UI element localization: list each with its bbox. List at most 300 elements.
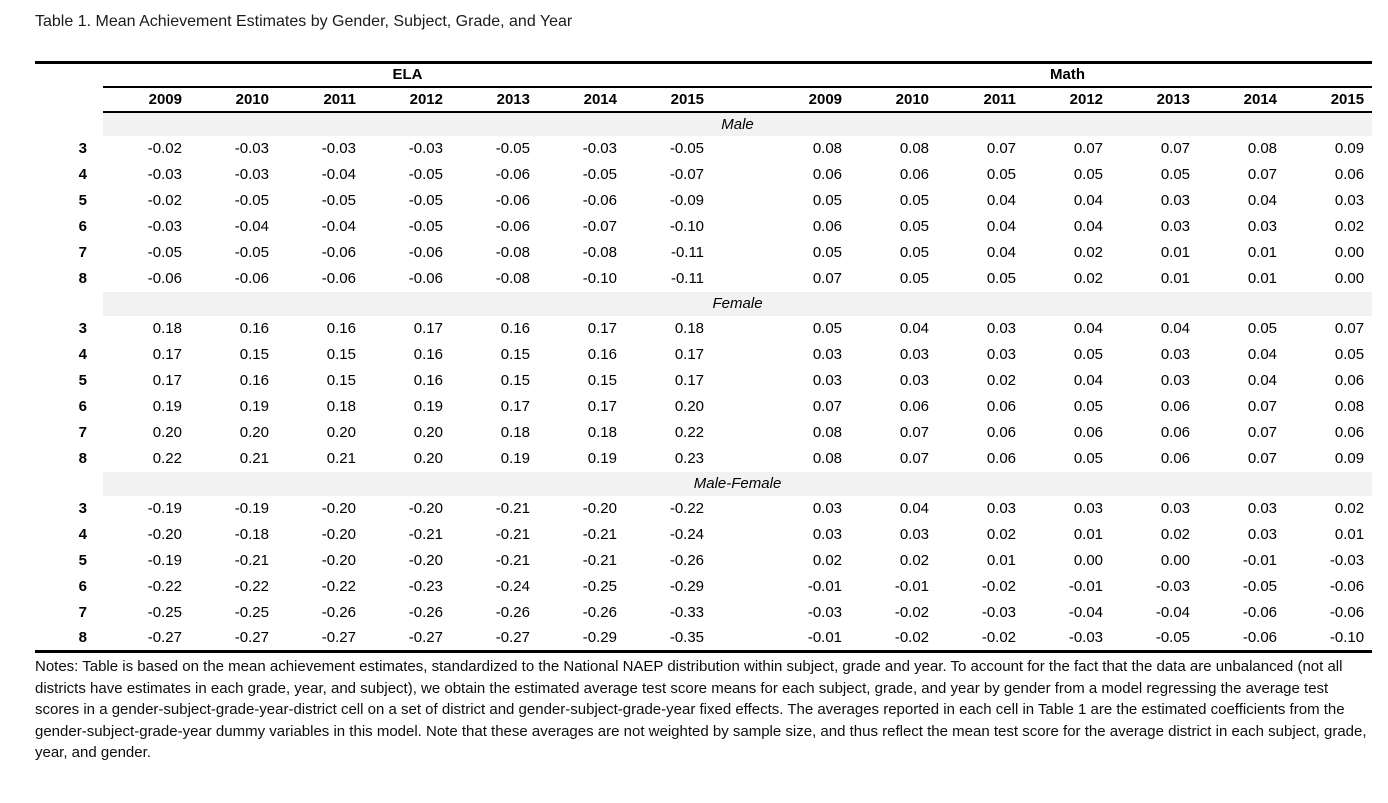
table-title: Table 1. Mean Achievement Estimates by Gender, Subject, Grade, and Year xyxy=(35,13,573,30)
math-value-cell: 0.05 xyxy=(1247,320,1278,337)
column-group-ela: ELA xyxy=(103,63,712,87)
ela-value-cell: -0.18 xyxy=(234,526,269,543)
year-header-math: 2009 xyxy=(712,87,850,112)
ela-value-cell: 0.16 xyxy=(587,346,617,363)
math-value-cell: 0.03 xyxy=(812,372,843,389)
math-value-cell: -0.06 xyxy=(1242,604,1278,621)
grade-row-male-4 xyxy=(35,162,1372,188)
grade-label: 6 xyxy=(78,398,87,415)
ela-value-cell: 0.20 xyxy=(674,398,705,415)
grade-label: 4 xyxy=(78,526,87,543)
grade-label: 5 xyxy=(78,552,87,569)
math-value-cell: 0.07 xyxy=(1334,320,1365,337)
grade-row-female-6 xyxy=(35,394,1372,420)
ela-value-cell: -0.05 xyxy=(321,192,356,209)
ela-value-cell: -0.05 xyxy=(234,192,269,209)
math-value-cell: 0.06 xyxy=(1160,424,1191,441)
ela-value-cell: -0.21 xyxy=(582,526,617,543)
math-value-cell: 0.08 xyxy=(812,140,843,157)
math-value-cell: -0.02 xyxy=(981,629,1017,647)
ela-value-cell: -0.19 xyxy=(234,500,269,517)
ela-value-cell: -0.03 xyxy=(582,140,617,157)
year-header-math: 2010 xyxy=(850,87,937,112)
math-value-cell: 0.07 xyxy=(1247,166,1278,183)
ela-value-cell: -0.04 xyxy=(321,218,356,235)
math-value-cell: 0.05 xyxy=(899,192,930,209)
ela-value-cell: 0.16 xyxy=(239,372,269,389)
ela-value-cell: -0.06 xyxy=(495,192,530,209)
ela-value-cell: -0.06 xyxy=(582,192,617,209)
ela-value-cell: 0.15 xyxy=(326,346,356,363)
math-value-cell: 0.03 xyxy=(899,372,930,389)
ela-value-cell: 0.18 xyxy=(500,424,530,441)
ela-value-cell: -0.21 xyxy=(582,552,617,569)
ela-value-cell: 0.17 xyxy=(587,398,617,415)
ela-value-cell: -0.27 xyxy=(408,629,443,647)
band-spacer xyxy=(35,112,103,136)
ela-value-cell: 0.18 xyxy=(152,320,182,337)
math-value-cell: 0.07 xyxy=(812,398,843,415)
ela-value-cell: -0.09 xyxy=(669,192,705,209)
math-value-cell: 0.00 xyxy=(1073,552,1104,569)
year-header-ela: 2013 xyxy=(451,87,538,112)
math-value-cell: 0.05 xyxy=(899,244,930,261)
ela-value-cell: 0.17 xyxy=(500,398,530,415)
ela-value-cell: -0.19 xyxy=(147,552,182,569)
math-value-cell: 0.04 xyxy=(986,192,1017,209)
math-value-cell: 0.03 xyxy=(1160,500,1191,517)
ela-value-cell: -0.29 xyxy=(669,578,705,595)
math-value-cell: -0.03 xyxy=(1329,552,1365,569)
ela-value-cell: 0.16 xyxy=(239,320,269,337)
ela-value-cell: -0.21 xyxy=(495,500,530,517)
ela-value-cell: -0.06 xyxy=(321,270,356,287)
section-label-male: Male xyxy=(103,112,1372,136)
grade-row-male-female-4 xyxy=(35,522,1372,548)
grade-row-male-8 xyxy=(35,266,1372,292)
grade-label: 4 xyxy=(78,166,87,183)
math-value-cell: 0.08 xyxy=(812,450,843,467)
math-value-cell: 0.03 xyxy=(899,346,930,363)
math-value-cell: 0.05 xyxy=(1334,346,1365,363)
ela-value-cell: 0.20 xyxy=(152,424,182,441)
ela-value-cell: -0.03 xyxy=(408,140,443,157)
ela-value-cell: -0.20 xyxy=(582,500,617,517)
math-value-cell: -0.01 xyxy=(1242,552,1278,569)
math-value-cell: 0.00 xyxy=(1334,270,1365,287)
ela-value-cell: 0.20 xyxy=(413,450,443,467)
math-value-cell: 0.03 xyxy=(1247,526,1278,543)
ela-value-cell: 0.15 xyxy=(239,346,269,363)
math-value-cell: -0.06 xyxy=(1329,578,1365,595)
ela-value-cell: -0.20 xyxy=(408,552,443,569)
grade-label: 6 xyxy=(78,578,87,595)
math-value-cell: 0.03 xyxy=(986,346,1017,363)
corner-cell xyxy=(35,63,103,87)
math-value-cell: -0.02 xyxy=(894,604,930,621)
math-value-cell: 0.06 xyxy=(1073,424,1104,441)
grade-label: 3 xyxy=(78,320,87,337)
ela-value-cell: -0.21 xyxy=(234,552,269,569)
math-value-cell: 0.05 xyxy=(812,244,843,261)
year-header-ela: 2010 xyxy=(190,87,277,112)
math-value-cell: 0.04 xyxy=(899,320,930,337)
ela-value-cell: 0.17 xyxy=(674,346,705,363)
ela-value-cell: -0.02 xyxy=(147,140,182,157)
math-value-cell: 0.01 xyxy=(1247,244,1278,261)
year-header-math: 2013 xyxy=(1111,87,1198,112)
section-band-female xyxy=(35,292,1372,316)
ela-value-cell: 0.15 xyxy=(500,346,530,363)
ela-value-cell: -0.05 xyxy=(669,140,705,157)
ela-value-cell: 0.16 xyxy=(413,372,443,389)
ela-value-cell: -0.21 xyxy=(408,526,443,543)
ela-value-cell: 0.21 xyxy=(326,450,356,467)
grade-label: 7 xyxy=(78,604,87,621)
grade-label: 8 xyxy=(78,450,87,467)
math-value-cell: 0.06 xyxy=(1160,450,1191,467)
math-value-cell: -0.04 xyxy=(1155,604,1191,621)
math-value-cell: 0.06 xyxy=(812,218,843,235)
year-header-row xyxy=(35,87,1372,112)
math-value-cell: -0.03 xyxy=(981,604,1017,621)
ela-value-cell: 0.21 xyxy=(239,450,269,467)
ela-value-cell: -0.25 xyxy=(582,578,617,595)
math-value-cell: 0.02 xyxy=(1334,218,1365,235)
math-value-cell: -0.03 xyxy=(1068,629,1104,647)
math-value-cell: -0.03 xyxy=(807,604,843,621)
ela-value-cell: -0.27 xyxy=(234,629,269,647)
math-value-cell: 0.03 xyxy=(812,346,843,363)
ela-value-cell: -0.26 xyxy=(495,604,530,621)
math-value-cell: -0.01 xyxy=(1068,578,1104,595)
math-value-cell: 0.06 xyxy=(899,166,930,183)
band-spacer xyxy=(35,472,103,496)
math-value-cell: -0.10 xyxy=(1329,629,1365,647)
math-value-cell: 0.02 xyxy=(1073,270,1104,287)
math-value-cell: 0.03 xyxy=(986,500,1017,517)
math-value-cell: 0.06 xyxy=(812,166,843,183)
math-value-cell: 0.05 xyxy=(899,270,930,287)
ela-value-cell: -0.19 xyxy=(147,500,182,517)
ela-value-cell: -0.06 xyxy=(234,270,269,287)
math-value-cell: 0.01 xyxy=(1160,270,1191,287)
ela-value-cell: -0.26 xyxy=(669,552,705,569)
ela-value-cell: -0.07 xyxy=(669,166,705,183)
math-value-cell: 0.05 xyxy=(1073,166,1104,183)
ela-value-cell: 0.17 xyxy=(152,372,182,389)
year-header-ela: 2014 xyxy=(538,87,625,112)
year-header-math: 2014 xyxy=(1198,87,1285,112)
ela-value-cell: -0.26 xyxy=(582,604,617,621)
ela-value-cell: -0.05 xyxy=(408,218,443,235)
grade-row-male-female-5 xyxy=(35,548,1372,574)
grade-row-female-8 xyxy=(35,446,1372,472)
math-value-cell: 0.04 xyxy=(1247,346,1278,363)
year-header-math: 2012 xyxy=(1024,87,1111,112)
ela-value-cell: -0.08 xyxy=(495,270,530,287)
ela-value-cell: -0.24 xyxy=(669,526,705,543)
ela-value-cell: -0.23 xyxy=(408,578,443,595)
math-value-cell: 0.04 xyxy=(1073,218,1104,235)
ela-value-cell: -0.03 xyxy=(147,166,182,183)
ela-value-cell: -0.03 xyxy=(147,218,182,235)
ela-value-cell: 0.15 xyxy=(500,372,530,389)
ela-value-cell: -0.29 xyxy=(582,629,617,647)
ela-value-cell: -0.11 xyxy=(670,270,705,287)
math-value-cell: 0.03 xyxy=(1160,192,1191,209)
math-value-cell: 0.07 xyxy=(1247,398,1278,415)
ela-value-cell: -0.33 xyxy=(669,604,705,621)
section-band-male xyxy=(35,112,1372,136)
grade-label: 4 xyxy=(78,346,87,363)
grade-row-female-7 xyxy=(35,420,1372,446)
grade-label: 5 xyxy=(78,372,87,389)
ela-value-cell: 0.17 xyxy=(674,372,705,389)
table-notes: Notes: Table is based on the mean achievement estimates, standardized to the National NAEP distribution within subject, grade and year. To account for the fact that the data are unbalanced (not all districts have estimates in each grade, year, and subject), we obtain the estimated average test score means for each subject, grade, and year by gender from a model regressing the average test scores in a gender-subject-grade-year-district cell on a set of district and gender-subject-grade-year fixed effects. The averages reported in each cell in Table 1 are the estimated coefficients from the gender-subject-grade-year dummy variables in this model. Note that these averages are not weighted by sample size, and thus reflect the mean test score for the average district in each subject, grade, year, and gender. xyxy=(35,658,1367,762)
ela-value-cell: -0.22 xyxy=(147,578,182,595)
ela-value-cell: 0.19 xyxy=(500,450,530,467)
math-value-cell: 0.06 xyxy=(1334,166,1365,183)
grade-label: 6 xyxy=(78,218,87,235)
ela-value-cell: 0.18 xyxy=(587,424,617,441)
grade-row-male-3 xyxy=(35,136,1372,162)
year-header-ela: 2012 xyxy=(364,87,451,112)
math-value-cell: 0.03 xyxy=(1160,372,1191,389)
math-value-cell: 0.03 xyxy=(1160,346,1191,363)
math-value-cell: -0.03 xyxy=(1155,578,1191,595)
ela-value-cell: -0.20 xyxy=(321,552,356,569)
math-value-cell: 0.08 xyxy=(899,140,930,157)
ela-value-cell: 0.19 xyxy=(152,398,182,415)
ela-value-cell: -0.26 xyxy=(321,604,356,621)
math-value-cell: -0.05 xyxy=(1155,629,1191,647)
math-value-cell: -0.01 xyxy=(807,629,843,647)
ela-value-cell: 0.17 xyxy=(152,346,182,363)
ela-value-cell: -0.20 xyxy=(321,526,356,543)
math-value-cell: 0.05 xyxy=(986,166,1017,183)
ela-value-cell: -0.26 xyxy=(408,604,443,621)
ela-value-cell: -0.05 xyxy=(408,166,443,183)
math-value-cell: 0.07 xyxy=(1160,140,1191,157)
math-value-cell: -0.02 xyxy=(894,629,930,647)
math-value-cell: 0.07 xyxy=(1247,424,1278,441)
math-value-cell: 0.04 xyxy=(1073,372,1104,389)
ela-value-cell: 0.22 xyxy=(152,450,182,467)
math-value-cell: 0.03 xyxy=(1334,192,1365,209)
math-value-cell: -0.06 xyxy=(1242,629,1278,647)
year-header-ela: 2015 xyxy=(625,87,712,112)
ela-value-cell: -0.07 xyxy=(582,218,617,235)
math-value-cell: 0.04 xyxy=(1073,320,1104,337)
grade-row-male-female-6 xyxy=(35,574,1372,600)
math-value-cell: 0.02 xyxy=(986,372,1017,389)
ela-value-cell: -0.22 xyxy=(669,500,705,517)
ela-value-cell: -0.05 xyxy=(582,166,617,183)
grade-label: 3 xyxy=(78,500,87,517)
math-value-cell: -0.04 xyxy=(1068,604,1104,621)
ela-value-cell: 0.15 xyxy=(326,372,356,389)
grade-row-male-female-7 xyxy=(35,600,1372,626)
section-label-female: Female xyxy=(103,292,1372,316)
corner-cell xyxy=(35,87,103,112)
math-value-cell: -0.01 xyxy=(894,578,930,595)
math-value-cell: 0.07 xyxy=(986,140,1017,157)
math-value-cell: 0.06 xyxy=(1160,398,1191,415)
subject-header-row xyxy=(35,63,1372,87)
math-value-cell: 0.09 xyxy=(1334,450,1365,467)
math-value-cell: 0.05 xyxy=(1073,346,1104,363)
grade-row-male-6 xyxy=(35,214,1372,240)
grade-label: 5 xyxy=(78,192,87,209)
grade-label: 7 xyxy=(78,424,87,441)
ela-value-cell: 0.19 xyxy=(413,398,443,415)
grade-row-male-7 xyxy=(35,240,1372,266)
math-value-cell: 0.00 xyxy=(1160,552,1191,569)
ela-value-cell: -0.05 xyxy=(234,244,269,261)
ela-value-cell: -0.06 xyxy=(408,270,443,287)
math-value-cell: -0.05 xyxy=(1242,578,1278,595)
grade-row-male-5 xyxy=(35,188,1372,214)
math-value-cell: 0.02 xyxy=(1073,244,1104,261)
grade-label: 8 xyxy=(78,270,87,287)
ela-value-cell: -0.06 xyxy=(495,218,530,235)
grade-label: 7 xyxy=(78,244,87,261)
ela-value-cell: -0.10 xyxy=(582,270,617,287)
ela-value-cell: -0.22 xyxy=(321,578,356,595)
math-value-cell: 0.01 xyxy=(1247,270,1278,287)
ela-value-cell: 0.17 xyxy=(587,320,617,337)
ela-value-cell: 0.15 xyxy=(587,372,617,389)
math-value-cell: 0.06 xyxy=(986,398,1017,415)
math-value-cell: 0.05 xyxy=(899,218,930,235)
math-value-cell: 0.06 xyxy=(986,424,1017,441)
ela-value-cell: -0.11 xyxy=(670,244,705,261)
ela-value-cell: -0.24 xyxy=(495,578,530,595)
math-value-cell: 0.05 xyxy=(1073,450,1104,467)
ela-value-cell: -0.08 xyxy=(582,244,617,261)
achievement-table xyxy=(35,61,1372,653)
section-label-male-female: Male-Female xyxy=(103,472,1372,496)
ela-value-cell: -0.27 xyxy=(321,629,356,647)
ela-value-cell: 0.20 xyxy=(239,424,269,441)
ela-value-cell: -0.04 xyxy=(234,218,269,235)
ela-value-cell: 0.20 xyxy=(326,424,356,441)
math-value-cell: 0.05 xyxy=(1160,166,1191,183)
ela-value-cell: 0.16 xyxy=(413,346,443,363)
math-value-cell: -0.02 xyxy=(981,578,1017,595)
ela-value-cell: -0.35 xyxy=(669,629,705,647)
math-value-cell: 0.01 xyxy=(1334,526,1365,543)
math-value-cell: 0.06 xyxy=(899,398,930,415)
math-value-cell: 0.03 xyxy=(986,320,1017,337)
math-value-cell: -0.01 xyxy=(807,578,843,595)
grade-label: 3 xyxy=(78,140,87,157)
ela-value-cell: -0.03 xyxy=(234,166,269,183)
math-value-cell: 0.06 xyxy=(1334,424,1365,441)
ela-value-cell: 0.18 xyxy=(326,398,356,415)
math-value-cell: 0.03 xyxy=(812,526,843,543)
ela-value-cell: -0.21 xyxy=(495,526,530,543)
math-value-cell: 0.01 xyxy=(1160,244,1191,261)
math-value-cell: 0.07 xyxy=(812,270,843,287)
ela-value-cell: 0.22 xyxy=(674,424,705,441)
math-value-cell: 0.05 xyxy=(812,320,843,337)
math-value-cell: 0.03 xyxy=(812,500,843,517)
math-value-cell: 0.04 xyxy=(1247,192,1278,209)
math-value-cell: 0.07 xyxy=(1247,450,1278,467)
math-value-cell: 0.04 xyxy=(986,218,1017,235)
math-value-cell: 0.08 xyxy=(1334,398,1365,415)
ela-value-cell: 0.19 xyxy=(239,398,269,415)
ela-value-cell: -0.06 xyxy=(147,270,182,287)
math-value-cell: 0.02 xyxy=(899,552,930,569)
math-value-cell: 0.04 xyxy=(1247,372,1278,389)
grade-row-female-5 xyxy=(35,368,1372,394)
grade-row-male-female-3 xyxy=(35,496,1372,522)
math-value-cell: 0.00 xyxy=(1334,244,1365,261)
math-value-cell: 0.03 xyxy=(1073,500,1104,517)
ela-value-cell: 0.20 xyxy=(413,424,443,441)
math-value-cell: 0.04 xyxy=(1073,192,1104,209)
ela-value-cell: 0.17 xyxy=(413,320,443,337)
math-value-cell: 0.02 xyxy=(1160,526,1191,543)
math-value-cell: 0.03 xyxy=(1160,218,1191,235)
ela-value-cell: -0.08 xyxy=(495,244,530,261)
math-value-cell: 0.08 xyxy=(812,424,843,441)
math-value-cell: 0.05 xyxy=(1073,398,1104,415)
ela-value-cell: -0.06 xyxy=(321,244,356,261)
math-value-cell: 0.02 xyxy=(986,526,1017,543)
math-value-cell: 0.09 xyxy=(1334,140,1365,157)
ela-value-cell: -0.05 xyxy=(408,192,443,209)
math-value-cell: -0.06 xyxy=(1329,604,1365,621)
ela-value-cell: 0.16 xyxy=(500,320,530,337)
year-header-math: 2011 xyxy=(937,87,1024,112)
math-value-cell: 0.02 xyxy=(1334,500,1365,517)
year-header-ela: 2009 xyxy=(103,87,190,112)
math-value-cell: 0.06 xyxy=(986,450,1017,467)
ela-value-cell: -0.27 xyxy=(495,629,530,647)
ela-value-cell: 0.23 xyxy=(674,450,705,467)
math-value-cell: 0.05 xyxy=(812,192,843,209)
grade-label: 8 xyxy=(78,629,87,647)
ela-value-cell: 0.16 xyxy=(326,320,356,337)
ela-value-cell: -0.06 xyxy=(495,166,530,183)
column-group-math: Math xyxy=(712,63,1372,87)
section-band-male-female xyxy=(35,472,1372,496)
math-value-cell: 0.01 xyxy=(986,552,1017,569)
math-value-cell: 0.04 xyxy=(986,244,1017,261)
year-header-ela: 2011 xyxy=(277,87,364,112)
ela-value-cell: -0.27 xyxy=(147,629,182,647)
ela-value-cell: -0.22 xyxy=(234,578,269,595)
math-value-cell: 0.04 xyxy=(1160,320,1191,337)
ela-value-cell: -0.20 xyxy=(321,500,356,517)
ela-value-cell: -0.03 xyxy=(321,140,356,157)
math-value-cell: 0.07 xyxy=(899,424,930,441)
ela-value-cell: -0.10 xyxy=(669,218,705,235)
grade-row-male-female-8 xyxy=(35,626,1372,652)
ela-value-cell: 0.19 xyxy=(587,450,617,467)
math-value-cell: 0.03 xyxy=(899,526,930,543)
math-value-cell: 0.06 xyxy=(1334,372,1365,389)
ela-value-cell: -0.04 xyxy=(321,166,356,183)
ela-value-cell: -0.25 xyxy=(147,604,182,621)
math-value-cell: 0.03 xyxy=(1247,218,1278,235)
ela-value-cell: -0.20 xyxy=(408,500,443,517)
ela-value-cell: -0.25 xyxy=(234,604,269,621)
